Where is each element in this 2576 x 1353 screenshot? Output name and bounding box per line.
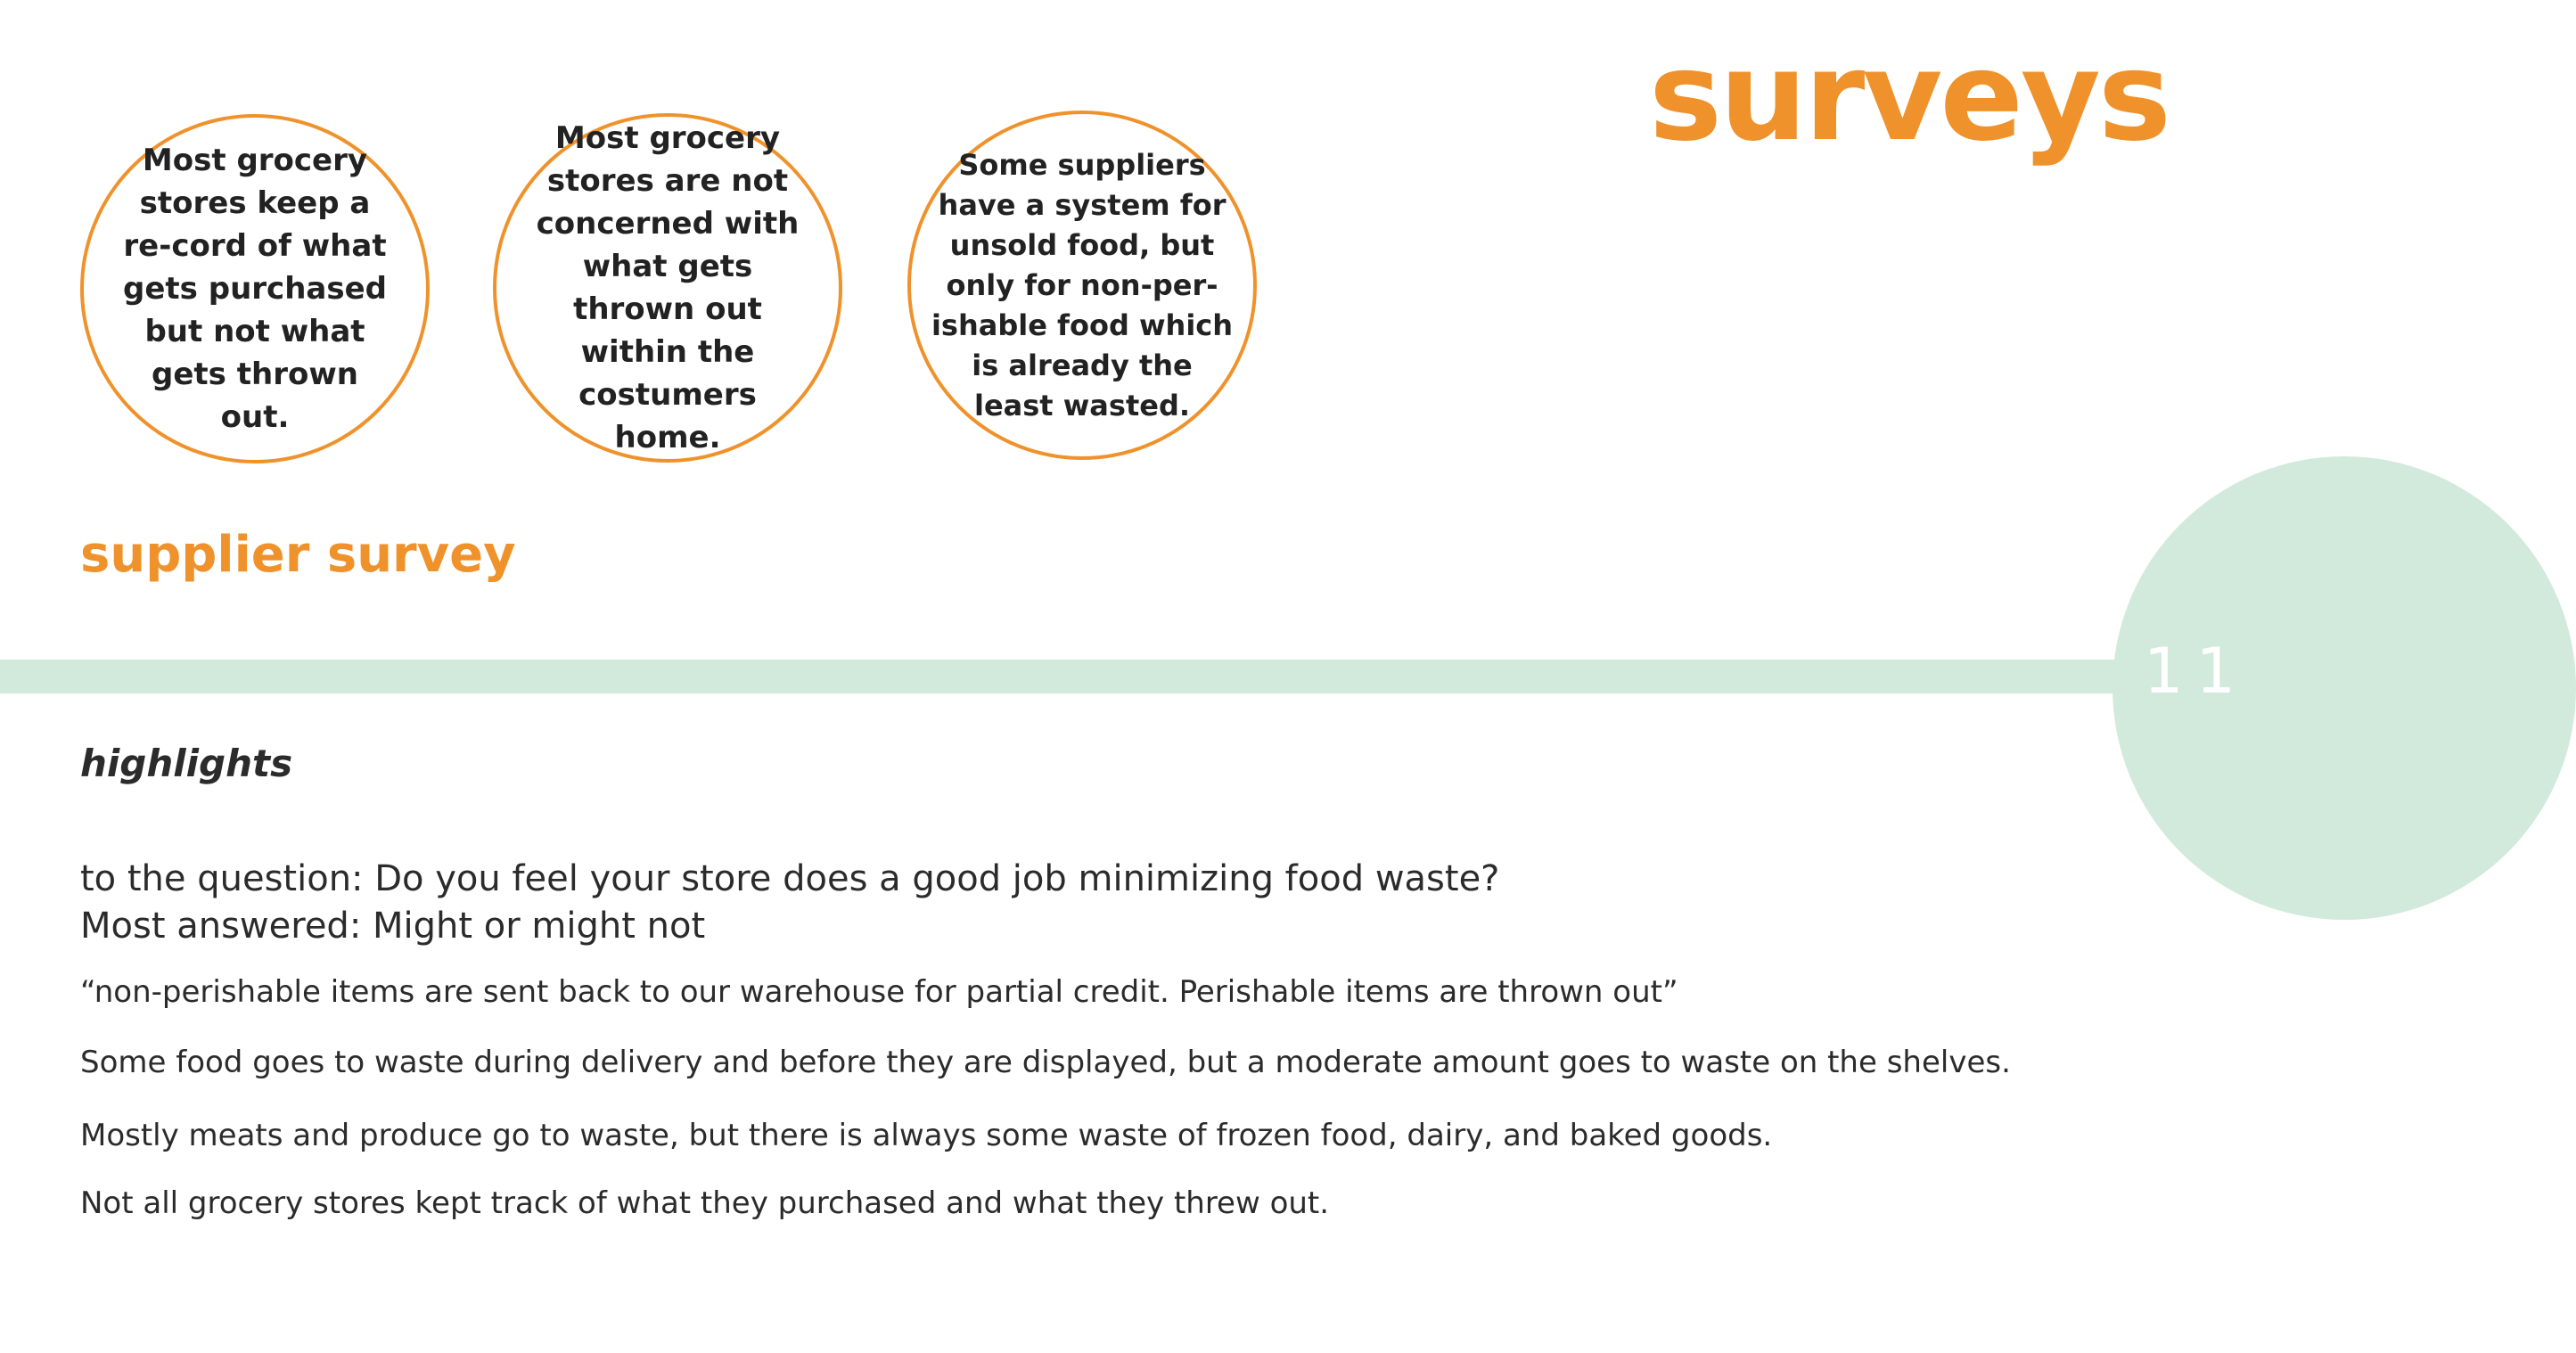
finding-circle-2-text: Most grocery stores are not concerned with what gets thrown out within the costumers home. xyxy=(536,120,800,455)
page-number: 11 xyxy=(2144,635,2249,708)
finding-circle-1-text: Most grocery stores keep a re-cord of what gets purchased but not what gets thrown out. xyxy=(123,143,387,435)
highlight-quote: “non-perishable items are sent back to our warehouse for partial credit. Perishable items are thrown out” xyxy=(80,974,1678,1010)
survey-question-block xyxy=(80,856,1499,950)
highlight-paragraph-3: Mostly meats and produce go to waste, but there is always some waste of frozen food, dairy, and baked goods. xyxy=(80,1118,1773,1153)
finding-circle-1 xyxy=(80,114,430,463)
survey-question: to the question: Do you feel your store does a good job minimizing food waste? xyxy=(80,858,1500,899)
highlights-label: highlights xyxy=(80,742,293,785)
highlight-paragraph-2: Some food goes to waste during delivery and before they are displayed, but a moderate amount goes to waste on the shelves. xyxy=(80,1045,2011,1080)
divider-band xyxy=(0,660,2139,693)
finding-circle-3-text: Some suppliers have a system for unsold food, but only for non-per-ishable food which is already the least wasted. xyxy=(931,147,1234,422)
survey-answer: Most answered: Might or might not xyxy=(80,906,706,947)
page-title: surveys xyxy=(1648,25,2169,168)
finding-circle-2 xyxy=(493,113,842,463)
highlight-paragraph-4: Not all grocery stores kept track of what they purchased and what they threw out. xyxy=(80,1185,1330,1221)
section-heading: supplier survey xyxy=(80,526,516,584)
finding-circle-3 xyxy=(907,111,1257,460)
